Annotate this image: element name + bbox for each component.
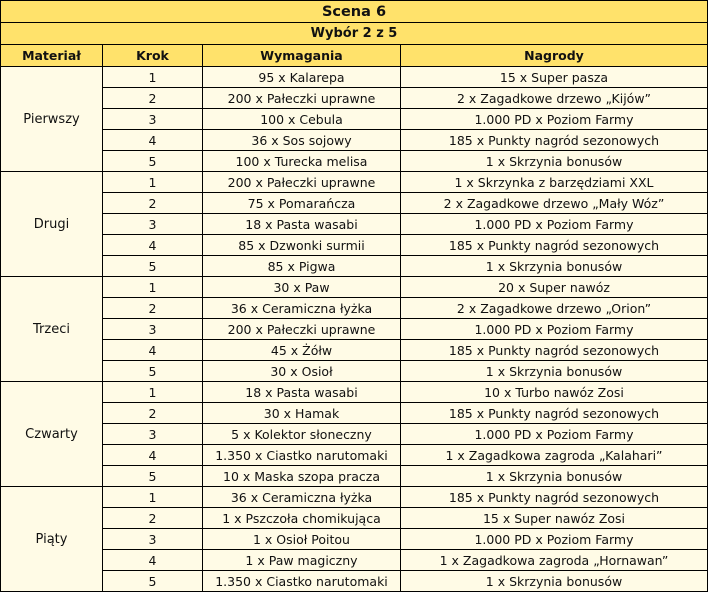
table-row	[1, 382, 708, 403]
requirement-cell: 36 x Sos sojowy	[203, 130, 401, 151]
requirement-cell: 18 x Pasta wasabi	[203, 382, 401, 403]
reward-cell: 20 x Super nawóz	[401, 277, 708, 298]
step-cell: 3	[103, 424, 203, 445]
table-row	[1, 445, 708, 466]
table-row	[1, 403, 708, 424]
material-cell: Trzeci	[1, 277, 103, 382]
reward-cell: 1.000 PD x Poziom Farmy	[401, 319, 708, 340]
step-cell: 5	[103, 466, 203, 487]
reward-cell: 1 x Skrzynka z barzędziami XXL	[401, 172, 708, 193]
reward-cell: 1 x Skrzynia bonusów	[401, 256, 708, 277]
header-material: Materiał	[1, 45, 103, 67]
table-row	[1, 235, 708, 256]
quest-table-body	[1, 1, 708, 592]
requirement-cell: 1 x Paw magiczny	[203, 550, 401, 571]
reward-cell: 2 x Zagadkowe drzewo „Kijów”	[401, 88, 708, 109]
reward-cell: 185 x Punkty nagród sezonowych	[401, 403, 708, 424]
table-subtitle: Wybór 2 z 5	[1, 23, 708, 45]
requirement-cell: 75 x Pomarańcza	[203, 193, 401, 214]
requirement-cell: 18 x Pasta wasabi	[203, 214, 401, 235]
requirement-cell: 36 x Ceramiczna łyżka	[203, 298, 401, 319]
requirement-cell: 1.350 x Ciastko narutomaki	[203, 571, 401, 592]
reward-cell: 1.000 PD x Poziom Farmy	[401, 214, 708, 235]
step-cell: 5	[103, 571, 203, 592]
step-cell: 5	[103, 256, 203, 277]
table-row	[1, 487, 708, 508]
requirement-cell: 30 x Paw	[203, 277, 401, 298]
reward-cell: 10 x Turbo nawóz Zosi	[401, 382, 708, 403]
requirement-cell: 200 x Pałeczki uprawne	[203, 88, 401, 109]
step-cell: 1	[103, 382, 203, 403]
table-row	[1, 529, 708, 550]
table-row	[1, 550, 708, 571]
requirement-cell: 10 x Maska szopa pracza	[203, 466, 401, 487]
requirement-cell: 100 x Cebula	[203, 109, 401, 130]
material-cell: Czwarty	[1, 382, 103, 487]
table-row	[1, 109, 708, 130]
reward-cell: 1 x Skrzynia bonusów	[401, 361, 708, 382]
step-cell: 1	[103, 172, 203, 193]
requirement-cell: 36 x Ceramiczna łyżka	[203, 487, 401, 508]
reward-cell: 1.000 PD x Poziom Farmy	[401, 109, 708, 130]
reward-cell: 185 x Punkty nagród sezonowych	[401, 487, 708, 508]
step-cell: 4	[103, 550, 203, 571]
table-row	[1, 256, 708, 277]
requirement-cell: 1 x Osioł Poitou	[203, 529, 401, 550]
requirement-cell: 5 x Kolektor słoneczny	[203, 424, 401, 445]
table-row	[1, 361, 708, 382]
table-row	[1, 214, 708, 235]
table-row	[1, 193, 708, 214]
step-cell: 4	[103, 445, 203, 466]
header-wymagania: Wymagania	[203, 45, 401, 67]
table-row	[1, 508, 708, 529]
requirement-cell: 30 x Osioł	[203, 361, 401, 382]
requirement-cell: 45 x Żółw	[203, 340, 401, 361]
step-cell: 2	[103, 403, 203, 424]
header-row	[1, 45, 708, 67]
reward-cell: 2 x Zagadkowe drzewo „Orion”	[401, 298, 708, 319]
step-cell: 2	[103, 88, 203, 109]
reward-cell: 2 x Zagadkowe drzewo „Mały Wóz”	[401, 193, 708, 214]
step-cell: 3	[103, 529, 203, 550]
reward-cell: 185 x Punkty nagród sezonowych	[401, 130, 708, 151]
reward-cell: 1.000 PD x Poziom Farmy	[401, 424, 708, 445]
table-title: Scena 6	[1, 1, 708, 23]
reward-cell: 185 x Punkty nagród sezonowych	[401, 235, 708, 256]
step-cell: 5	[103, 151, 203, 172]
table-row	[1, 466, 708, 487]
requirement-cell: 1.350 x Ciastko narutomaki	[203, 445, 401, 466]
step-cell: 2	[103, 193, 203, 214]
requirement-cell: 85 x Pigwa	[203, 256, 401, 277]
material-cell: Drugi	[1, 172, 103, 277]
header-nagrody: Nagrody	[401, 45, 708, 67]
table-row	[1, 277, 708, 298]
requirement-cell: 85 x Dzwonki surmii	[203, 235, 401, 256]
step-cell: 3	[103, 319, 203, 340]
reward-cell: 15 x Super nawóz Zosi	[401, 508, 708, 529]
step-cell: 4	[103, 340, 203, 361]
step-cell: 5	[103, 361, 203, 382]
requirement-cell: 200 x Pałeczki uprawne	[203, 172, 401, 193]
reward-cell: 185 x Punkty nagród sezonowych	[401, 340, 708, 361]
requirement-cell: 1 x Pszczoła chomikująca	[203, 508, 401, 529]
requirement-cell: 200 x Pałeczki uprawne	[203, 319, 401, 340]
reward-cell: 1.000 PD x Poziom Farmy	[401, 529, 708, 550]
table-row	[1, 298, 708, 319]
table-row	[1, 151, 708, 172]
requirement-cell: 100 x Turecka melisa	[203, 151, 401, 172]
table-row	[1, 88, 708, 109]
step-cell: 1	[103, 67, 203, 88]
step-cell: 3	[103, 109, 203, 130]
step-cell: 4	[103, 235, 203, 256]
step-cell: 4	[103, 130, 203, 151]
requirement-cell: 30 x Hamak	[203, 403, 401, 424]
step-cell: 2	[103, 508, 203, 529]
reward-cell: 1 x Skrzynia bonusów	[401, 466, 708, 487]
reward-cell: 1 x Zagadkowa zagroda „Kalahari”	[401, 445, 708, 466]
table-row	[1, 571, 708, 592]
requirement-cell: 95 x Kalarepa	[203, 67, 401, 88]
subtitle-row	[1, 23, 708, 45]
step-cell: 1	[103, 277, 203, 298]
table-row	[1, 319, 708, 340]
reward-cell: 1 x Skrzynia bonusów	[401, 151, 708, 172]
material-cell: Pierwszy	[1, 67, 103, 172]
step-cell: 2	[103, 298, 203, 319]
table-row	[1, 172, 708, 193]
table-row	[1, 67, 708, 88]
step-cell: 1	[103, 487, 203, 508]
step-cell: 3	[103, 214, 203, 235]
reward-cell: 1 x Skrzynia bonusów	[401, 571, 708, 592]
table-row	[1, 130, 708, 151]
material-cell: Piąty	[1, 487, 103, 592]
table-row	[1, 424, 708, 445]
reward-cell: 1 x Zagadkowa zagroda „Hornawan”	[401, 550, 708, 571]
title-row	[1, 1, 708, 23]
header-krok: Krok	[103, 45, 203, 67]
reward-cell: 15 x Super pasza	[401, 67, 708, 88]
table-row	[1, 340, 708, 361]
